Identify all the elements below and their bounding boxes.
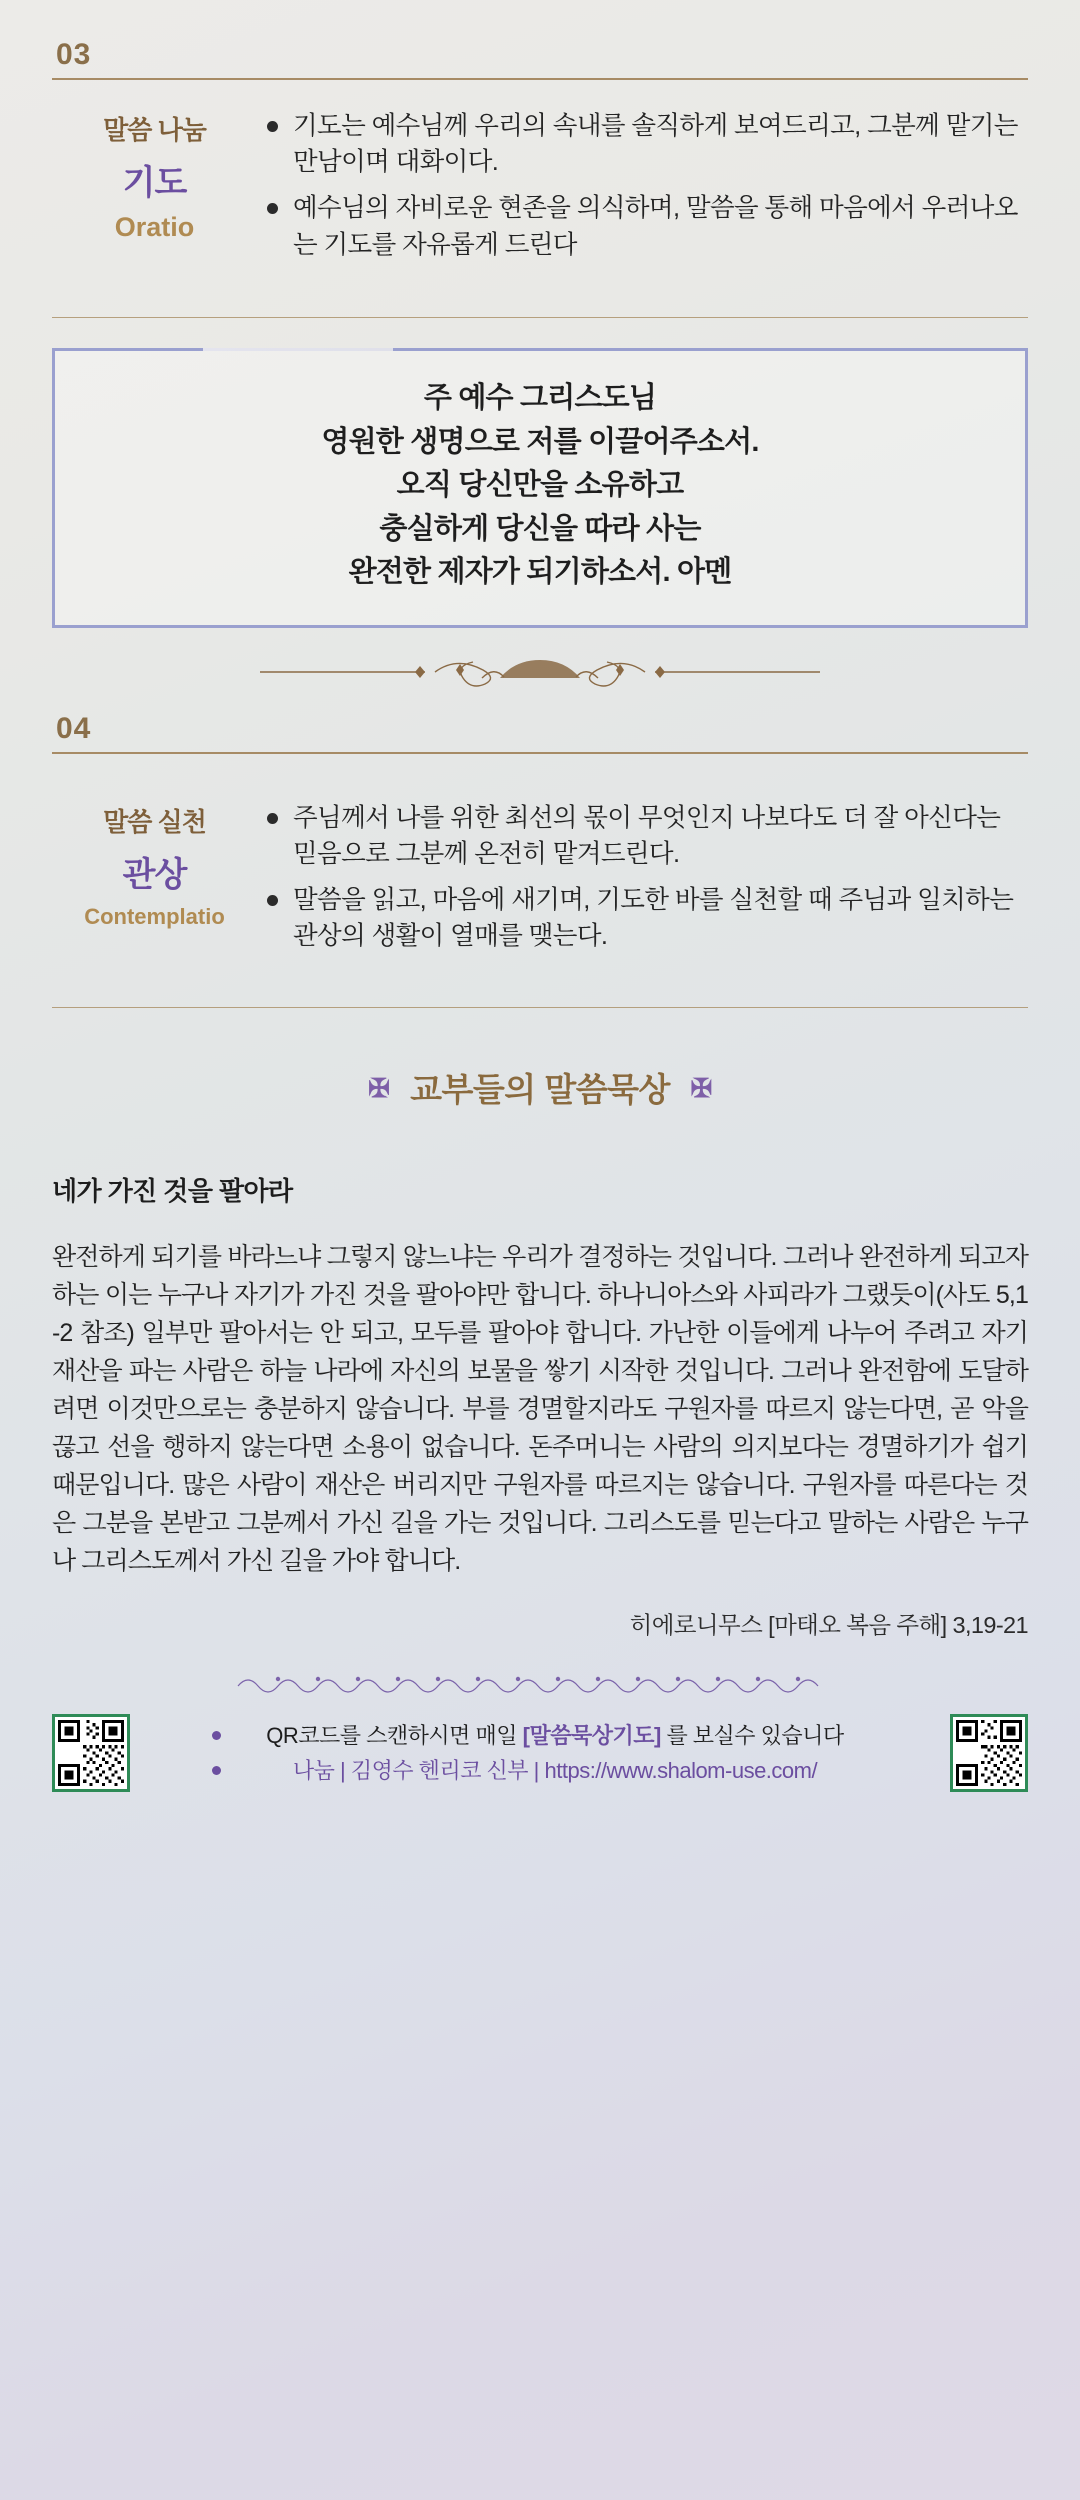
qr-code-right[interactable] bbox=[950, 1714, 1028, 1792]
cross-icon-left: ✠ bbox=[368, 1073, 390, 1104]
prayer-line: 주 예수 그리스도님 bbox=[423, 382, 657, 415]
section-divider bbox=[52, 78, 1028, 80]
prayer-line: 충실하게 당신을 따라 사는 bbox=[379, 512, 701, 545]
section-04 bbox=[52, 712, 1028, 1008]
fathers-heading-text: 교부들의 말씀묵상 bbox=[410, 1071, 670, 1109]
step-latin-title: Contemplatio bbox=[84, 903, 225, 929]
section-divider-bottom bbox=[52, 317, 1028, 319]
footer-line-1-suffix: 를 보실수 있습니다 bbox=[660, 1722, 844, 1748]
section-divider bbox=[52, 752, 1028, 754]
step-block-contemplatio bbox=[52, 798, 1028, 965]
footer-line-1-highlight: [말씀묵상기도] bbox=[522, 1722, 661, 1748]
footer-line-1 bbox=[152, 1718, 928, 1753]
step-korean-title: 관상 bbox=[122, 855, 187, 894]
list-item: 말씀을 읽고, 마음에 새기며, 기도한 바를 실천할 때 주님과 일치하는 관상의 생활이 열매를 맺는다. bbox=[293, 882, 1028, 954]
qr-code-left[interactable] bbox=[52, 1714, 130, 1792]
fathers-body: 완전하게 되기를 바라느냐 그렇지 않느냐는 우리가 결정하는 것입니다. 그러나 완전하게 되고자 하는 이는 누구나 자기가 가진 것을 팔아야만 합니다. 하나니아스와 사피라가 그랬듯이(사도 5,1-2 참조) 일부만 팔아서는 안 되고, 모두를 팔아야 합니다. 가난한 이들에게 나누어 주려고 자기 재산을 파는 사람은 하늘 나라에 자신의 보물을 쌓기 시작한 것입니다. 그러나 완전함에 도달하려면 이것만으로는 충분하지 않습니다. 부를 경멸할지라도 구원자를 따르지 않는다면, 곧 악을 끊고 선을 행하지 않는다면 소용이 없습니다. 돈주머니는 사람의 의지보다는 경멸하기가 쉽기 때문입니다. 많은 사람이 재산은 버리지만 구원자를 따르지는 않습니다. 구원자를 따른다는 것은 그분을 본받고 그분께서 가신 길을 가는 것입니다. 그리스도를 믿는다고 말하는 사람은 누구나 그리스도께서 가신 길을 가야 합니다. bbox=[52, 1243, 1028, 1576]
qr-right-image bbox=[956, 1720, 1022, 1786]
section-number: 03 bbox=[56, 38, 92, 71]
step-label-group bbox=[52, 798, 257, 930]
ornament-divider-icon bbox=[250, 652, 830, 692]
fathers-source: 히에로니무스 [마태오 복음 주해] 3,19-21 bbox=[629, 1612, 1028, 1639]
footer-ornament-icon bbox=[230, 1666, 850, 1700]
section-divider-bottom bbox=[52, 1007, 1028, 1009]
step-latin-title: Oratio bbox=[114, 212, 195, 242]
prayer-box-wrapper bbox=[52, 348, 1028, 628]
list-item: 예수님의 자비로운 현존을 의식하며, 말씀을 통해 마음에서 우러나오는 기도를 자유롭게 드린다 bbox=[293, 190, 1028, 262]
prayer-line: 오직 당신만을 소유하고 bbox=[396, 469, 684, 502]
list-item: 주님께서 나를 위한 최선의 몫이 무엇인지 나보다도 더 잘 아신다는 믿음으로 그분께 온전히 맡겨드린다. bbox=[293, 800, 1028, 872]
step-korean-title: 기도 bbox=[122, 164, 187, 202]
prayer-line: 영원한 생명으로 저를 이끌어주소서. bbox=[321, 425, 759, 458]
footer bbox=[52, 1714, 1028, 1792]
step-tag: 말씀 나눔 bbox=[103, 115, 206, 145]
footer-line-2-text: 나눔 | 김영수 헨리코 신부 | https://www.shalom-use.com/ bbox=[292, 1758, 818, 1784]
qr-left-image bbox=[58, 1720, 124, 1786]
prayer-box bbox=[52, 348, 1028, 628]
prayer-line: 완전한 제자가 되기하소서. 아멘 bbox=[348, 556, 732, 589]
step-block-oratio bbox=[52, 106, 1028, 273]
step-tag: 말씀 실천 bbox=[103, 806, 206, 837]
step-content bbox=[257, 106, 1028, 273]
cross-icon-right: ✠ bbox=[690, 1073, 712, 1104]
footer-line-1-prefix: QR코드를 스캔하시면 매일 bbox=[266, 1722, 523, 1748]
step-content bbox=[257, 798, 1028, 965]
step-label-group bbox=[52, 106, 257, 243]
section-number: 04 bbox=[56, 711, 92, 745]
footer-line-2[interactable] bbox=[152, 1753, 928, 1788]
fathers-title: 네가 가진 것을 팔아라 bbox=[52, 1176, 293, 1207]
bullet-list bbox=[263, 108, 1028, 263]
bullet-list bbox=[263, 800, 1028, 955]
fathers-heading bbox=[52, 1064, 1028, 1111]
section-03 bbox=[52, 0, 1028, 318]
list-item: 기도는 예수님께 우리의 속내를 솔직하게 보여드리고, 그분께 맡기는 만남이며 대화이다. bbox=[293, 108, 1028, 180]
footer-text-group bbox=[146, 1718, 934, 1788]
